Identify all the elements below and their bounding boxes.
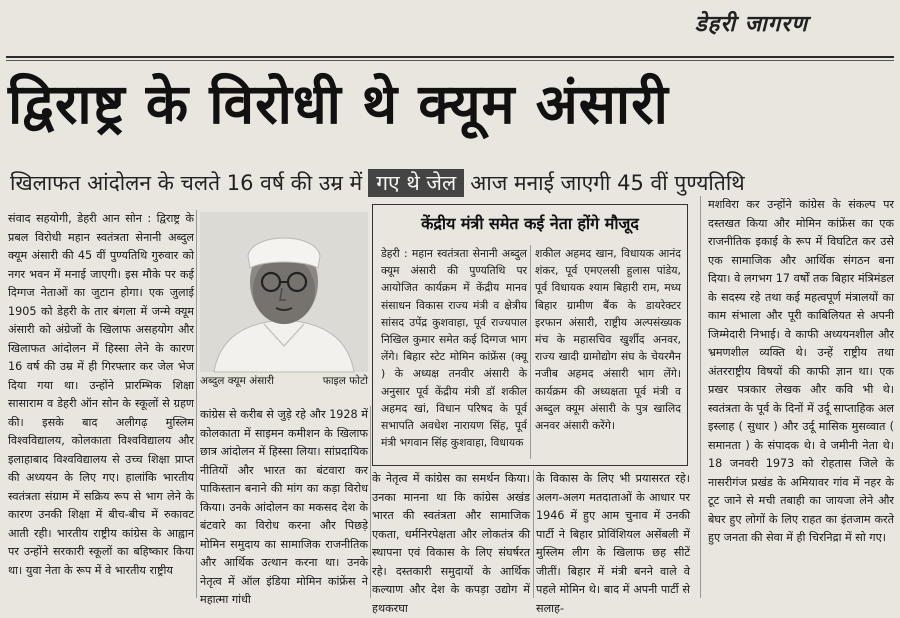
- caption-name: अब्दुल क्यूम अंसारी: [200, 375, 274, 387]
- article-column-3: [372, 470, 530, 615]
- box-column-divider: [530, 245, 531, 459]
- column-divider: [370, 406, 371, 598]
- column-divider: [533, 470, 534, 598]
- box-text: शकील अहमद खान, विधायक आनंद शंकर, पूर्व एमएलसी हुलास पांडेय, पूर्व विधायक श्याम बिहारी राम, मध्य बिहार ग्रामीण बैंक के डायरेक्टर इरफान अंसारी, राष्ट्रीय अल्पसंख्यक मंच के महासचिव खुर्शीद अनवर, राज्य खादी ग्रामोद्योग संघ के चेयरमैन नजीब अहमद अंसारी भाग लेंगे। कार्यक्रम की अध्यक्षता पूर्व मंत्री व अब्दुल क्यूम अंसारी के पुत्र खालिद अनवर अंसारी करेंगे।: [535, 247, 681, 433]
- column-divider: [196, 210, 197, 598]
- box-column-1: [381, 245, 527, 461]
- column-divider: [700, 196, 701, 598]
- subhead-highlight: गए थे जेल: [368, 169, 464, 197]
- article-text: के विकास के लिए भी प्रयासरत रहे। अलग-अलग मतदाताओं के आधार पर 1946 में हुए आम चुनाव में उनकी पार्टी ने बिहार प्रोविंशियल असेंबली में मुस्लिम लीग के खिलाफ छह सीटें जीतीं। बिहार में मंत्री बनने वाले वे पहले मोमिन थे। बाद में अपनी पार्टी से सलाह-: [536, 472, 690, 615]
- subhead-pre: खिलाफत आंदोलन के चलते 16 वर्ष की उम्र में: [10, 171, 363, 195]
- subheadline: [10, 168, 894, 198]
- box-title: केंद्रीय मंत्री समेत कई नेता होंगे मौजूद: [421, 214, 639, 233]
- box-column-2: [535, 245, 681, 461]
- portrait-figure: [200, 212, 368, 394]
- masthead-rule: [6, 56, 894, 58]
- portrait-illustration: [200, 212, 368, 372]
- portrait-photo: [200, 212, 368, 372]
- article-column-1: [8, 210, 194, 598]
- masthead-rule-thin: [6, 60, 894, 61]
- photo-caption: [200, 374, 368, 388]
- article-text: संवाद सहयोगी, डेहरी आन सोन : द्विराष्ट्र के प्रबल विरोधी महान स्वतंत्रता सेनानी अब्दुल क्यूम अंसारी की 45 वीं पुण्यतिथि गुरुवार को नगर भवन में मनाई जाएगी। इस मौके पर कई दिग्गज नेताओं का जुटान होगा। एक जुलाई 1905 को डेहरी के तार बंगला में जन्मे क्यूम अंसारी को अंग्रेजों के खिलाफ असहयोग और खिलाफत आंदोलन में हिस्सा लेने के कारण 16 वर्ष की उम्र में ही गिरफ्तार कर जेल भेज दिया गया था। उन्होंने प्रारम्भिक शिक्षा सासाराम व डेहरी ऑन सोन के स्कूलों से ग्रहण की। इसके बाद अलीगढ़ मुस्लिम विश्वविद्यालय, कोलकाता विश्वविद्यालय और इलाहाबाद विश्वविद्यालय से उच्च शिक्षा प्राप्त की अध्ययन के लिए गए। हालांकि भारतीय स्वतंत्रता संग्राम में सक्रिय रूप से भाग लेने के कारण उनकी शिक्षा में बीच-बीच में रुकावट आती रही। भारतीय राष्ट्रीय कांग्रेस के आह्वान पर उन्होंने सरकारी स्कूलों का बहिष्कार किया था। युवा नेता के रूप में वे भारतीय राष्ट्रीय: [8, 212, 194, 577]
- caption-credit: फाइल फोटो: [322, 375, 368, 387]
- subhead-post: आज मनाई जाएगी 45 वीं पुण्यतिथि: [470, 171, 745, 195]
- headline: द्विराष्ट्र के विरोधी थे क्यूम अंसारी: [8, 72, 669, 136]
- article-text: के नेतृत्व में कांग्रेस का समर्थन किया। उनका मानना था कि कांग्रेस अखंड भारत की स्वतंत्रता और सामाजिक एकता, धर्मनिरपेक्षता और लोकतंत्र की स्थापना एवं विकास के लिए संघर्षरत रहे। दस्तकारी समुदायों के आर्थिक कल्याण और देश के कपड़ा उद्योग में हथकरघा: [372, 472, 530, 615]
- article-column-4: [536, 470, 690, 615]
- article-column-2: [200, 406, 368, 606]
- article-text: मशविरा कर उन्होंने कांग्रेस के संकल्प पर दस्तखत किया और मोमिन कांफ्रेंस का एक राजनीतिक इकाई के रूप में विघटित कर उसे एक सामाजिक और आर्थिक संगठन बना दिया। वे लगभग 17 वर्षों तक बिहार मंत्रिमंडल के सदस्य रहे तथा कई महत्वपूर्ण मंत्रालयों का काम संभाला और पूरी काबिलियत से अपनी जिम्मेदारी निभाई। वे काफी अध्ययनशील और भ्रमणशील व्यक्ति थे। उन्हें राष्ट्रीय तथा अंतरराष्ट्रीय विषयों की काफी ज्ञान था। एक प्रखर पत्रकार लेखक और कवि भी थे। स्वतंत्रता के पूर्व के दिनों में उर्दू साप्ताहिक अल इस्लाह ( सुधार ) और उर्दू मासिक मुसव्वात ( समानता ) के संपादक थे। वे जमीनी नेता थे। 18 जनवरी 1973 को रोहतास जिले के नासरीगंज प्रखंड के अमियावर गांव में नहर के टूट जाने से मची तबाही का जायजा लेने और बेघर हुए लोगों के लिए राहत का इंतजाम करते हुए जनता की सेवा में ही चिरनिद्रा में सो गए।: [708, 198, 894, 544]
- article-column-5: [708, 196, 894, 598]
- article-text: कांग्रेस से करीब से जुड़े रहे और 1928 में कोलकाता में साइमन कमीशन के खिलाफ छात्र आंदोलन में हिस्सा लिया। सांप्रदायिक नीतियों और भारत का बंटवारा कर पाकिस्तान बनाने की मांग का कड़ा विरोध किया। उनके आंदोलन का मकसद देश के बंटवारे का विरोध करना और पिछड़े मोमिन समुदाय का सामाजिक राजनीतिक और आर्थिक उत्थान करना था। उनके नेतृत्व में ऑल इंडिया मोमिन कांफ्रेंस ने महात्मा गांधी: [200, 408, 368, 606]
- box-text: डेहरी : महान स्वतंत्रता सेनानी अब्दुल क्यूम अंसारी की पुण्यतिथि पर आयोजित कार्यक्रम में केंद्रीय मानव संसाधन विकास राज्य मंत्री व क्षेत्रीय सांसद उपेंद्र कुशवाहा, पूर्व राज्यपाल निखिल कुमार समेत कई दिग्गज भाग लेंगे। बिहार स्टेट मोमिन कांफ्रेंस (क्यू ) के अध्यक्ष तनवीर अंसारी के अनुसार पूर्व केंद्रीय मंत्री डॉ शकील अहमद खां, विधान परिषद के पूर्व सभापति अवधेश नारायण सिंह, पूर्व मंत्री भगवान सिंह कुशवाहा, विधायक: [381, 247, 527, 450]
- masthead: डेहरी जागरण: [694, 12, 808, 37]
- sidebar-box: [372, 204, 688, 466]
